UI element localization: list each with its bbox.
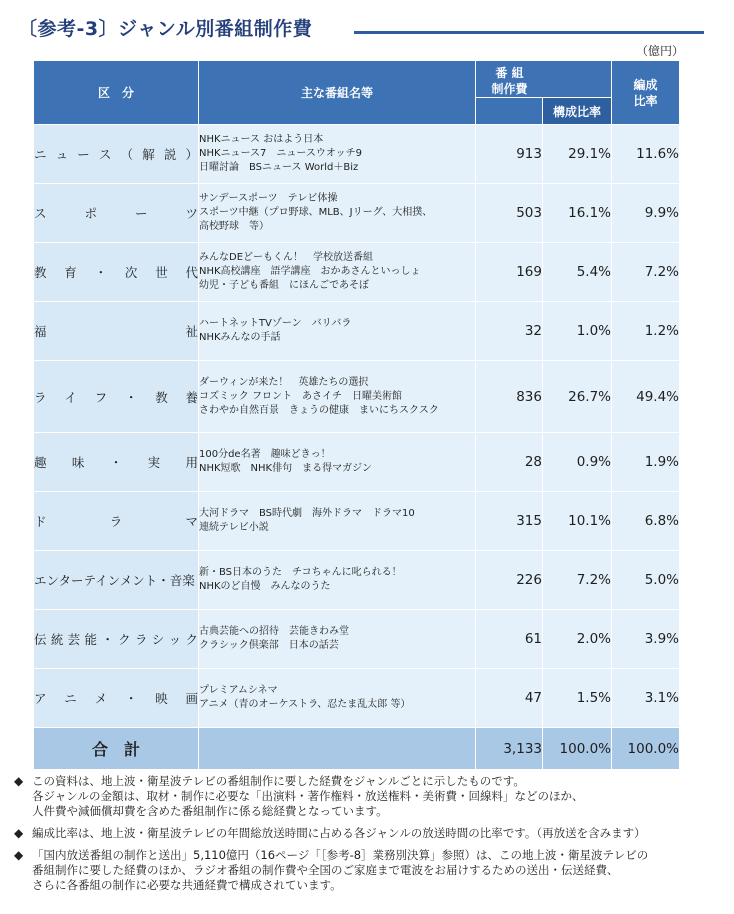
note-text: 「国内放送番組の制作と送出」5,110億円（16ページ「［参考-8］業務別決算」参照）は、この地上波・衛星波テレビの 番組制作に要した経費のほか、ラジオ番組の制作費や全国のご家庭まで電波をお届けするための送出・伝送経費、 さらに各番組の制作に必要な共通経費で構成されています。 [32, 848, 649, 892]
category-cell [34, 669, 199, 728]
table-row [34, 243, 680, 302]
note-text: 編成比率は、地上波・衛星波テレビの年間総放送時間に占める各ジャンルの放送時間の比率です。（再放送を含みます） [32, 826, 646, 840]
category-cell [34, 492, 199, 551]
cost-cell: 47 [476, 669, 543, 728]
header-cost-ratio [543, 98, 612, 125]
programs-cell: サンデースポーツ テレビ体操 スポーツ中継（プロ野球、MLB、Jリーグ、大相撲、 高校野球 等） [199, 184, 476, 243]
category-cell [34, 433, 199, 492]
broadcast-ratio-cell: 9.9% [612, 184, 680, 243]
programs-cell: 大河ドラマ BS時代劇 海外ドラマ ドラマ10 連続テレビ小説 [199, 492, 476, 551]
category-char: ・ [109, 455, 123, 470]
category-char: 画 [185, 691, 198, 706]
diamond-bullet-icon: ◆ [14, 774, 24, 788]
category-char: ） [185, 147, 198, 162]
category-char: メ [94, 691, 108, 706]
category-char: ラ [109, 514, 123, 529]
note-3 [14, 848, 724, 893]
category-char: ニ [64, 691, 77, 706]
category-char: 芸 [67, 632, 81, 647]
category-char: ポ [84, 206, 97, 221]
note-2 [14, 826, 724, 841]
cost-ratio-cell: 16.1% [543, 184, 612, 243]
table-row [34, 125, 680, 184]
table-row [34, 184, 680, 243]
category-char: イ [64, 389, 77, 405]
category-char: ク [118, 632, 131, 647]
category-char: 養 [185, 389, 198, 405]
programs-cell: 100分de名著 趣味どきっ！ NHK短歌 NHK俳句 まる得マガジン [199, 433, 476, 492]
title-bar [18, 14, 718, 48]
total-row [34, 728, 680, 770]
notes [14, 774, 724, 900]
category-char: （ [120, 147, 134, 162]
category-char: 趣 [34, 455, 47, 470]
cost-cell: 28 [476, 433, 543, 492]
cost-ratio-cell: 2.0% [543, 610, 612, 669]
title-rule [354, 31, 704, 34]
cost-cell: 503 [476, 184, 543, 243]
header-cost-spacer [476, 98, 543, 125]
category-char: ア [34, 691, 47, 706]
category-char: ー [77, 147, 90, 162]
cost-ratio-cell: 5.4% [543, 243, 612, 302]
total-label: 合 計 [91, 740, 140, 759]
category-char: 映 [155, 691, 168, 706]
header-programs [199, 61, 476, 125]
broadcast-ratio-cell: 7.2% [612, 243, 680, 302]
category-char: 次 [124, 265, 138, 280]
category-char: ド [34, 514, 47, 529]
cost-ratio-cell: 7.2% [543, 551, 612, 610]
broadcast-ratio-cell: 5.0% [612, 551, 680, 610]
category-char: ス [34, 206, 47, 221]
category-char: ニ [34, 147, 47, 162]
category-cell [34, 243, 199, 302]
cost-cell: 836 [476, 361, 543, 433]
programs-cell: プレミアムシネマ アニメ（青のオーケストラ、忍たま乱太郎 等） [199, 669, 476, 728]
category-char: ラ [34, 389, 47, 405]
broadcast-ratio-cell: 1.2% [612, 302, 680, 361]
category-char: ュ [55, 147, 69, 162]
category-char: 育 [64, 265, 77, 280]
broadcast-ratio-cell: 3.9% [612, 610, 680, 669]
category-cell [34, 125, 199, 184]
category-char: 用 [185, 455, 198, 470]
category-char: ク [185, 632, 198, 647]
category-char: 教 [34, 265, 47, 280]
category-char: ツ [185, 206, 198, 221]
programs-cell: 新・BS日本のうた チコちゃんに叱られる！ NHKのど自慢 みんなのうた [199, 551, 476, 610]
category-char: ッ [168, 632, 182, 647]
category-char: 能 [84, 632, 97, 647]
cost-ratio-cell: 1.5% [543, 669, 612, 728]
category-char: 福 [34, 324, 47, 339]
category-char: シ [151, 632, 165, 647]
note-text: この資料は、地上波・衛星波テレビの番組制作に要した経費をジャンルごとに示したものです。 各ジャンルの金額は、取材・制作に必要な「出演料・著作権料・放送権料・美術費・回線料」などのほか、 人件費や減価償却費を含めた番組制作に係る総経費となっています。 [32, 774, 584, 818]
cost-ratio-cell: 1.0% [543, 302, 612, 361]
category-cell [34, 361, 199, 433]
table-row [34, 492, 680, 551]
category-char: 実 [147, 455, 161, 470]
cost-cell: 226 [476, 551, 543, 610]
table-row [34, 610, 680, 669]
cost-ratio-cell: 10.1% [543, 492, 612, 551]
category-char: マ [185, 514, 198, 529]
category-char: ラ [134, 632, 148, 647]
table-row [34, 361, 680, 433]
broadcast-ratio-cell: 3.1% [612, 669, 680, 728]
diamond-bullet-icon: ◆ [14, 826, 24, 840]
category-char: ・ [124, 389, 138, 405]
category-cell [34, 610, 199, 669]
cost-cell: 169 [476, 243, 543, 302]
total-programs-cell [199, 728, 476, 770]
category-char: ー [134, 206, 148, 221]
category-cell [34, 302, 199, 361]
cost-cell: 32 [476, 302, 543, 361]
cost-cell: 61 [476, 610, 543, 669]
category-char: 世 [155, 265, 168, 280]
header-broadcast-ratio-label: 編成 比率 [633, 77, 658, 108]
programs-cell: NHKニュース おはよう日本 NHKニュース7 ニュースウオッチ9 日曜討論 BSニュース World＋Biz [199, 125, 476, 184]
cost-cell: 913 [476, 125, 543, 184]
cost-ratio-cell: 29.1% [543, 125, 612, 184]
broadcast-ratio-cell: 49.4% [612, 361, 680, 433]
category-char: ス [98, 147, 112, 162]
header-category-label: 区 分 [97, 86, 134, 100]
category-char: エンターテインメント・音楽 [34, 573, 195, 588]
category-char: 伝 [34, 632, 47, 647]
broadcast-ratio-cell: 11.6% [612, 125, 680, 184]
programs-cell: ダーウィンが来た！ 英雄たちの選択 コズミック フロント あさイチ 日曜美術館 さわやか自然百景 きょうの健康 まいにちスクスク [199, 361, 476, 433]
category-char: 統 [50, 632, 64, 647]
diamond-bullet-icon: ◆ [14, 848, 24, 862]
category-char: 教 [155, 389, 168, 405]
category-cell [34, 184, 199, 243]
total-broadcast-ratio: 100.0% [612, 728, 680, 770]
category-char: ・ [124, 691, 138, 706]
category-char: ・ [94, 265, 108, 280]
table-row [34, 551, 680, 610]
category-char: 解 [142, 147, 155, 162]
table-row [34, 669, 680, 728]
broadcast-ratio-cell: 6.8% [612, 492, 680, 551]
table-row [34, 302, 680, 361]
header-programs-label: 主な番組名等 [300, 86, 373, 100]
category-char: ・ [101, 632, 114, 647]
category-char: 味 [71, 455, 85, 470]
total-cost-ratio: 100.0% [543, 728, 612, 770]
category-char: フ [94, 389, 108, 405]
page-title: 〔参考-3〕ジャンル別番組制作費 [18, 18, 313, 40]
category-char: 祉 [185, 324, 198, 339]
total-cost: 3,133 [476, 728, 543, 770]
header-category [34, 61, 199, 125]
genre-cost-table [33, 60, 680, 770]
table-row [34, 433, 680, 492]
note-1 [14, 774, 724, 819]
cost-cell: 315 [476, 492, 543, 551]
header-cost [476, 61, 612, 98]
unit-label: （億円） [636, 44, 685, 58]
programs-cell: みんなDEどーもくん！ 学校放送番組 NHK高校講座 語学講座 おかあさんといっしょ 幼児・子ども番組 にほんごであそぼ [199, 243, 476, 302]
header-broadcast-ratio [612, 61, 680, 125]
category-char: 代 [185, 265, 198, 280]
cost-ratio-cell: 26.7% [543, 361, 612, 433]
cost-ratio-cell: 0.9% [543, 433, 612, 492]
header-cost-ratio-label: 構成比率 [552, 104, 601, 119]
total-label-cell [34, 728, 199, 770]
broadcast-ratio-cell: 1.9% [612, 433, 680, 492]
programs-cell: ハートネットTVゾーン バリバラ NHKみんなの手話 [199, 302, 476, 361]
category-cell [34, 551, 199, 610]
header-cost-label: 番 組 制作費 [491, 66, 528, 96]
category-char: 説 [163, 147, 177, 162]
programs-cell: 古典芸能への招待 芸能きわみ堂 クラシック倶楽部 日本の話芸 [199, 610, 476, 669]
